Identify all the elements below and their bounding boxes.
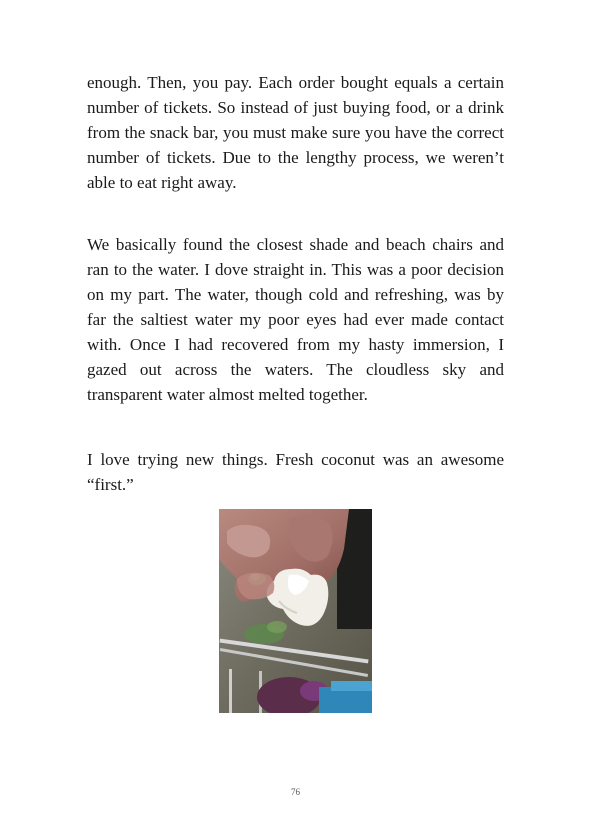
coconut-photo xyxy=(219,509,372,713)
paragraph-snack-bar-tickets: enough. Then, you pay. Each order bought equals a certain number of tickets. So instead of just buying food, or a drink from the snack bar, you must make sure you have the correct number of tickets. Due to the lengthy process, we weren’t able to eat right away. xyxy=(87,73,504,192)
page-number: 76 xyxy=(291,787,300,797)
paragraph-coconut: I love trying new things. Fresh coconut was an awesome “first.” xyxy=(87,450,504,494)
paragraph-saltwater-swim: We basically found the closest shade and beach chairs and ran to the water. I dove straight in. This was a poor decision on my part. The water, though cold and refreshing, was by far the saltiest water my poor eyes had ever made contact with. Once I had recovered from my hasty immersion, I gazed out across the waters. The cloudless sky and transparent water almost melted together. xyxy=(87,235,504,404)
